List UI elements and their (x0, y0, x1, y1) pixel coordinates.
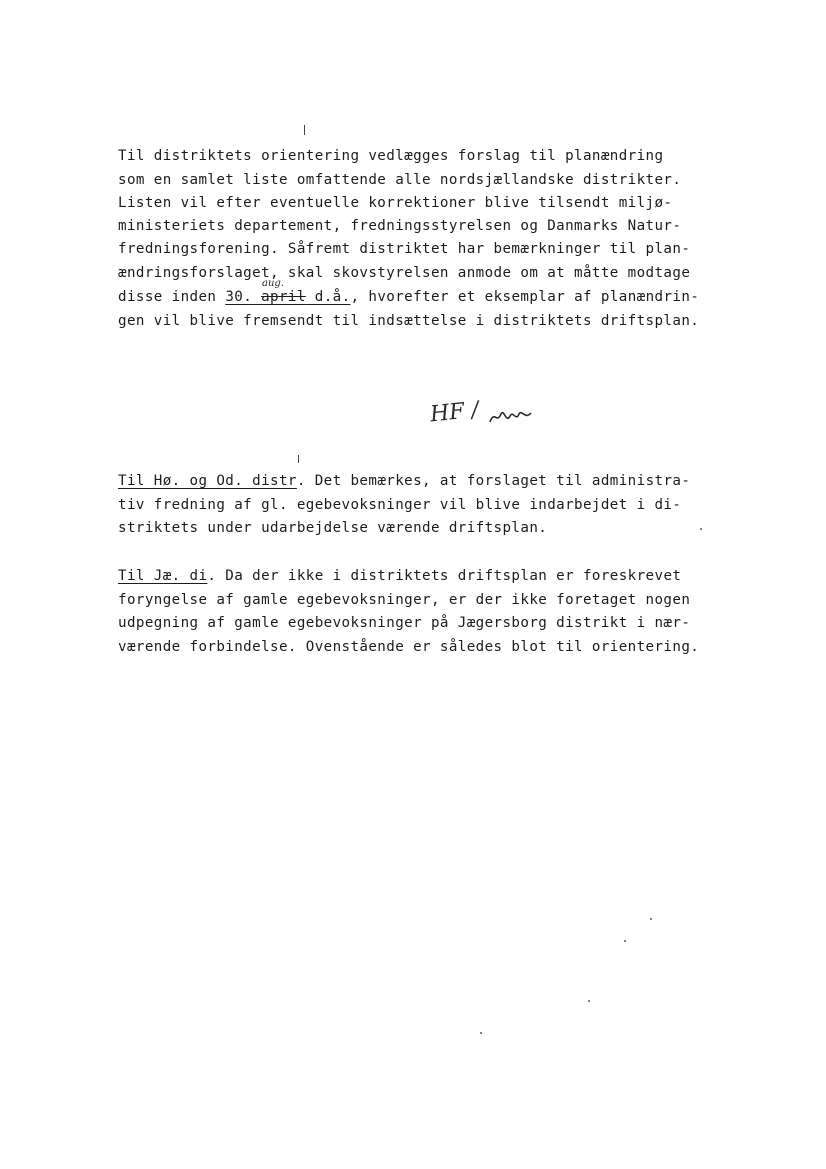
signature-scribble-icon (488, 404, 534, 428)
para1-line-5: fredningsforening. Såfremt distriktet har bemærkninger til plan- (118, 241, 691, 257)
para2-line-1-rest: . Det bemærkes, at forslaget til administra- (296, 473, 691, 489)
line7-after: , hvorefter et eksemplar af planændrin- (350, 289, 700, 305)
para3-line-3: udpegning af gamle egebevoksninger på Jægersborg distrikt i nær- (118, 615, 691, 631)
para1-line-1: Til distriktets orientering vedlægges forslag til planændring (118, 148, 664, 164)
deadline-date (225, 289, 350, 305)
para2-line-2: tiv fredning af gl. egebevoksninger vil blive indarbejdet i di- (118, 497, 682, 513)
para1-line-3: Listen vil efter eventuelle korrektioner blive tilsendt miljø- (118, 195, 673, 211)
handwritten-date-correction: aug. (262, 278, 284, 289)
scan-speck (588, 1000, 590, 1002)
para3-line-2: foryngelse af gamle egebevoksninger, er der ikke foretaget nogen (118, 592, 691, 608)
date-day: 30. (225, 289, 253, 305)
scan-speck (650, 918, 652, 920)
scan-mark (298, 455, 299, 463)
para1-line-2: som en samlet liste omfattende alle nordsjællandske distrikter. (118, 172, 682, 188)
para2-line-1 (118, 472, 690, 490)
handwritten-initials: HF / (428, 397, 481, 428)
date-rest: d.å. (305, 289, 351, 305)
line7-before: disse inden (118, 289, 226, 305)
para3-line-1-rest: . Da der ikke i distriktets driftsplan er foreskrevet (207, 568, 682, 584)
scan-speck (480, 1032, 482, 1034)
para2-line-3: striktets under udarbejdelse værende driftsplan. (118, 520, 548, 536)
scan-speck (700, 528, 702, 530)
para2-recipient-label: Til Hø. og Od. distr (118, 473, 297, 489)
para1-line-4: ministeriets departement, fredningsstyrelsen og Danmarks Natur- (118, 218, 682, 234)
para1-line-6: ændringsforslaget, skal skovstyrelsen anmode om at måtte modtage (118, 265, 691, 281)
struck-month: april (261, 289, 306, 305)
para3-recipient-label: Til Jæ. di (118, 568, 208, 584)
para1-line-7 (118, 288, 699, 306)
scan-mark (304, 125, 305, 135)
para3-line-4: værende forbindelse. Ovenstående er således blot til orientering. (118, 639, 700, 655)
para3-line-1 (118, 567, 681, 585)
para1-line-8: gen vil blive fremsendt til indsættelse i distriktets driftsplan. (118, 313, 700, 329)
scan-speck (624, 940, 626, 942)
